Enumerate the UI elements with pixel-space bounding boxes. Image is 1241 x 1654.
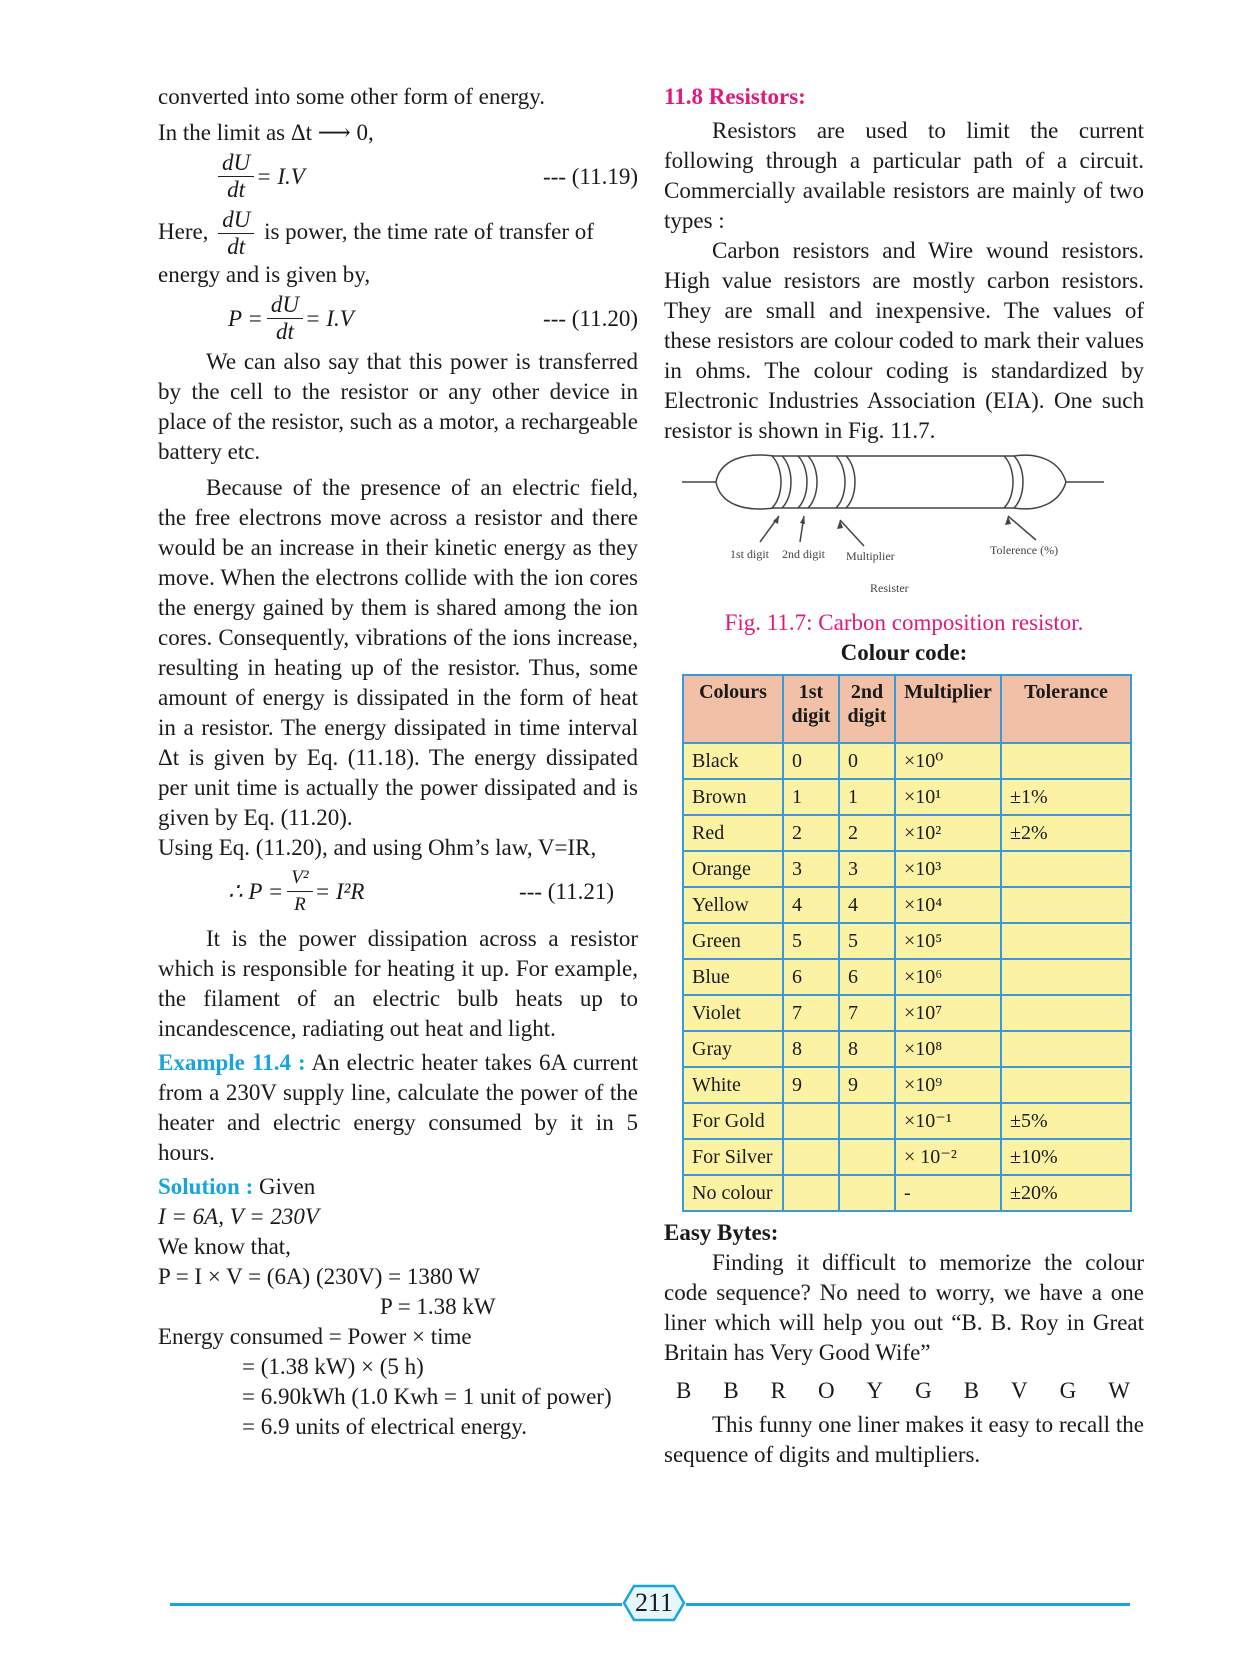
table-cell [1001, 995, 1131, 1031]
table-row [683, 1175, 1131, 1211]
table-cell: For Silver [683, 1139, 783, 1175]
solution-line: We know that, [158, 1234, 291, 1259]
band-first-digit [772, 456, 791, 508]
text: Here, [158, 218, 209, 244]
mnemonic-letter: B [723, 1378, 739, 1403]
table-cell: ×10⁰ [895, 743, 1001, 779]
example-text: An electric heater takes 6A current from a 230V supply line, calculate the power of the heater and electric energy consumed by it in 5 hours. [158, 1050, 638, 1165]
table-cell: 9 [783, 1067, 839, 1103]
left-column [158, 82, 638, 1442]
band-second-digit [798, 456, 817, 508]
table-cell [1001, 959, 1131, 995]
table-cell [783, 1139, 839, 1175]
table-cell [783, 1175, 839, 1211]
table-body [683, 743, 1131, 1211]
table-row [683, 779, 1131, 815]
numerator: dU [218, 150, 254, 177]
band-tolerance [1004, 456, 1023, 508]
paragraph: It is the power dissipation across a resistor which is responsible for heating it up. For example, the filament of an electric bulb heats up to incandescence, radiating out heat and light. [158, 926, 638, 1041]
table-cell: - [895, 1175, 1001, 1211]
table-cell: ×10⁵ [895, 923, 1001, 959]
table-cell: × 10⁻² [895, 1139, 1001, 1175]
table-row [683, 995, 1131, 1031]
table-cell [839, 1175, 895, 1211]
table-row [683, 743, 1131, 779]
header-cell: 2nd digit [839, 675, 895, 743]
paragraph: Resistors are used to limit the current following through a particular path of a circuit. Commercially available resistors are mainly of two types : [664, 118, 1144, 233]
table-cell: ×10² [895, 815, 1001, 851]
numerator: dU [218, 207, 254, 234]
mnemonic-letter: Y [866, 1378, 884, 1403]
paragraph-here [158, 207, 638, 290]
paragraph: converted into some other form of energy. [158, 84, 546, 109]
table-cell: 9 [839, 1067, 895, 1103]
table-cell: ±1% [1001, 779, 1131, 815]
section-heading: 11.8 Resistors: [664, 84, 806, 109]
table-cell: ×10³ [895, 851, 1001, 887]
equation-rhs: = I²R [314, 878, 365, 904]
table-cell: 8 [839, 1031, 895, 1067]
solution [158, 1172, 638, 1442]
table-cell: 0 [839, 743, 895, 779]
table-row [683, 959, 1131, 995]
table-cell [1001, 923, 1131, 959]
mnemonic-letter: W [1108, 1378, 1130, 1403]
solution-line: = (1.38 kW) × (5 h) [242, 1354, 424, 1379]
table-cell: ±10% [1001, 1139, 1131, 1175]
table-cell [839, 1103, 895, 1139]
table-cell: 6 [783, 959, 839, 995]
fraction [218, 150, 254, 203]
table-cell [783, 1103, 839, 1139]
table-cell [1001, 851, 1131, 887]
table-cell [1001, 1031, 1131, 1067]
text: is power, the time rate of transfer of energy and is given by, [158, 218, 594, 287]
table-cell [839, 1139, 895, 1175]
table-cell: 5 [783, 923, 839, 959]
solution-line: P = I × V = (6A) (230V) = 1380 W [158, 1264, 480, 1289]
table-row [683, 1067, 1131, 1103]
solution-line: P = 1.38 kW [380, 1294, 496, 1319]
table-cell: ×10¹ [895, 779, 1001, 815]
table-title: Colour code: [840, 640, 968, 665]
table-cell: Yellow [683, 887, 783, 923]
table-cell: ×10⁶ [895, 959, 1001, 995]
table-cell: 8 [783, 1031, 839, 1067]
table-cell: Violet [683, 995, 783, 1031]
table-cell: 2 [783, 815, 839, 851]
table-cell: For Gold [683, 1103, 783, 1139]
table-cell: Red [683, 815, 783, 851]
mnemonic-letter: G [915, 1378, 932, 1403]
table-cell: ±20% [1001, 1175, 1131, 1211]
fraction [287, 865, 312, 918]
table-cell: Blue [683, 959, 783, 995]
table-cell: ×10⁻¹ [895, 1103, 1001, 1139]
equation-number: --- (11.20) [543, 305, 638, 331]
table-cell: 4 [783, 887, 839, 923]
table-row [683, 887, 1131, 923]
mnemonic-letters [664, 1376, 1144, 1406]
header-cell: Multiplier [895, 675, 1001, 743]
mnemonic-letter: B [676, 1378, 692, 1403]
mnemonic-letter: O [817, 1378, 835, 1403]
page-number-badge [622, 1584, 686, 1622]
table-cell: 5 [839, 923, 895, 959]
header-cell: 1st digit [783, 675, 839, 743]
footer-rule-right [686, 1603, 1130, 1606]
paragraph: Carbon resistors and Wire wound resistors. High value resistors are mostly carbon resistors. They are small and inexpensive. The values of these resistors are colour coded to mark their values in ohms. The colour coding is standardized by Electronic Industries Association (EIA). One such resistor is shown in Fig. 11.7. [664, 238, 1144, 443]
page-footer [170, 1584, 1130, 1624]
solution-line: = 6.9 units of electrical energy. [242, 1414, 528, 1439]
arrow-multiplier [840, 520, 864, 546]
equation-11-20 [158, 292, 638, 345]
band-multiplier [836, 456, 855, 508]
denominator: dt [276, 319, 294, 344]
colour-code-table [682, 674, 1132, 1212]
table-cell: 3 [783, 851, 839, 887]
solution-line: = 6.90kWh (1.0 Kwh = 1 unit of power) [242, 1384, 612, 1409]
table-cell: No colour [683, 1175, 783, 1211]
table-cell: ×10⁷ [895, 995, 1001, 1031]
solution-line: I = 6A, V = 230V [158, 1204, 319, 1229]
table-cell: ×10⁴ [895, 887, 1001, 923]
mnemonic-letter: G [1059, 1378, 1077, 1403]
label-first-digit: 1st digit [730, 547, 770, 561]
right-column [664, 82, 1144, 1470]
table-cell: Green [683, 923, 783, 959]
table-cell: 0 [783, 743, 839, 779]
easy-bytes-heading: Easy Bytes: [664, 1220, 779, 1245]
table-cell: 1 [839, 779, 895, 815]
table-cell: ×10⁹ [895, 1067, 1001, 1103]
table-cell [1001, 743, 1131, 779]
fraction [218, 207, 254, 260]
header-cell: Colours [683, 675, 783, 743]
table-cell: Orange [683, 851, 783, 887]
table-cell: 3 [839, 851, 895, 887]
paragraph: Because of the presence of an electric field, the free electrons move across a resistor and there would be an increase in their kinetic energy as they move. When the electrons collide with the ion cores the energy gained by them is shared among the ion cores. Consequently, vibrations of the ions increase, resulting in heating up of the resistor. Thus, some amount of energy is dissipated in the form of heat in a resistor. The energy dissipated in time interval Δt is given by Eq. (11.18). The energy dissipated per unit time is actually the power dissipated and is given by Eq. (11.20). [158, 475, 638, 830]
equation-rhs: = I.V [305, 305, 354, 331]
paragraph: In the limit as Δt ⟶ 0, [158, 120, 374, 145]
fraction [267, 292, 303, 345]
paragraph: Using Eq. (11.20), and using Ohm’s law, V=IR, [158, 835, 597, 860]
label-tolerance: Tolerence (%) [990, 543, 1059, 557]
table-cell: ×10⁸ [895, 1031, 1001, 1067]
table-cell: White [683, 1067, 783, 1103]
solution-label: Solution : [158, 1174, 254, 1199]
arrow-tolerance [1008, 516, 1036, 540]
mnemonic-letter: V [1011, 1378, 1028, 1403]
mnemonic-letter: R [770, 1378, 786, 1403]
label-multiplier: Multiplier [846, 549, 895, 563]
solution-line: Energy consumed = Power × time [158, 1324, 472, 1349]
resistor-figure [664, 448, 1144, 608]
example-label: Example 11.4 : [158, 1050, 306, 1075]
figure-caption: Fig. 11.7: Carbon composition resistor. [724, 610, 1084, 635]
table-row [683, 1103, 1131, 1139]
table-cell [1001, 887, 1131, 923]
table-cell: ±2% [1001, 815, 1131, 851]
paragraph: This funny one liner makes it easy to recall the sequence of digits and multipliers. [664, 1412, 1144, 1467]
table-cell: 4 [839, 887, 895, 923]
paragraph: We can also say that this power is transferred by the cell to the resistor or any other device in place of the resistor, such as a motor, a rechargeable battery etc. [158, 349, 638, 464]
table-cell: 6 [839, 959, 895, 995]
table-cell: Black [683, 743, 783, 779]
table-cell [1001, 1067, 1131, 1103]
table-cell: 1 [783, 779, 839, 815]
table-cell: 7 [839, 995, 895, 1031]
table-cell: Brown [683, 779, 783, 815]
numerator: dU [267, 292, 303, 319]
header-cell: Tolerance [1001, 675, 1131, 743]
equation-lhs: ∴ P = [228, 878, 284, 904]
table-row [683, 1031, 1131, 1067]
page-number: 211 [634, 1588, 674, 1617]
numerator: V² [287, 865, 312, 892]
equation-11-19 [158, 150, 638, 203]
example-paragraph [158, 1048, 638, 1168]
table-row [683, 815, 1131, 851]
table-row [683, 1139, 1131, 1175]
equation-number: --- (11.21) [519, 878, 614, 904]
paragraph: Finding it difficult to memorize the colour code sequence? No need to worry, we have a one liner which will help you out “B. B. Roy in Great Britain has Very Good Wife” [664, 1250, 1144, 1365]
table-cell: 7 [783, 995, 839, 1031]
table-row [683, 923, 1131, 959]
mnemonic-letter: B [963, 1378, 980, 1403]
equation-lhs: P = [228, 305, 263, 331]
text: Given [258, 1174, 316, 1199]
table-row [683, 851, 1131, 887]
label-second-digit: 2nd digit [782, 547, 826, 561]
table-header-row [683, 675, 1131, 743]
denominator: dt [227, 234, 246, 259]
equation-number: --- (11.19) [543, 163, 638, 189]
denominator: dt [227, 177, 245, 202]
table-cell: ±5% [1001, 1103, 1131, 1139]
table-cell: 2 [839, 815, 895, 851]
table-cell: Gray [683, 1031, 783, 1067]
footer-rule-left [170, 1603, 622, 1606]
label-resistor: Resister [870, 581, 909, 595]
denominator: R [294, 894, 306, 915]
equation-11-21 [158, 865, 638, 918]
equation-rhs: = I.V [256, 163, 305, 189]
